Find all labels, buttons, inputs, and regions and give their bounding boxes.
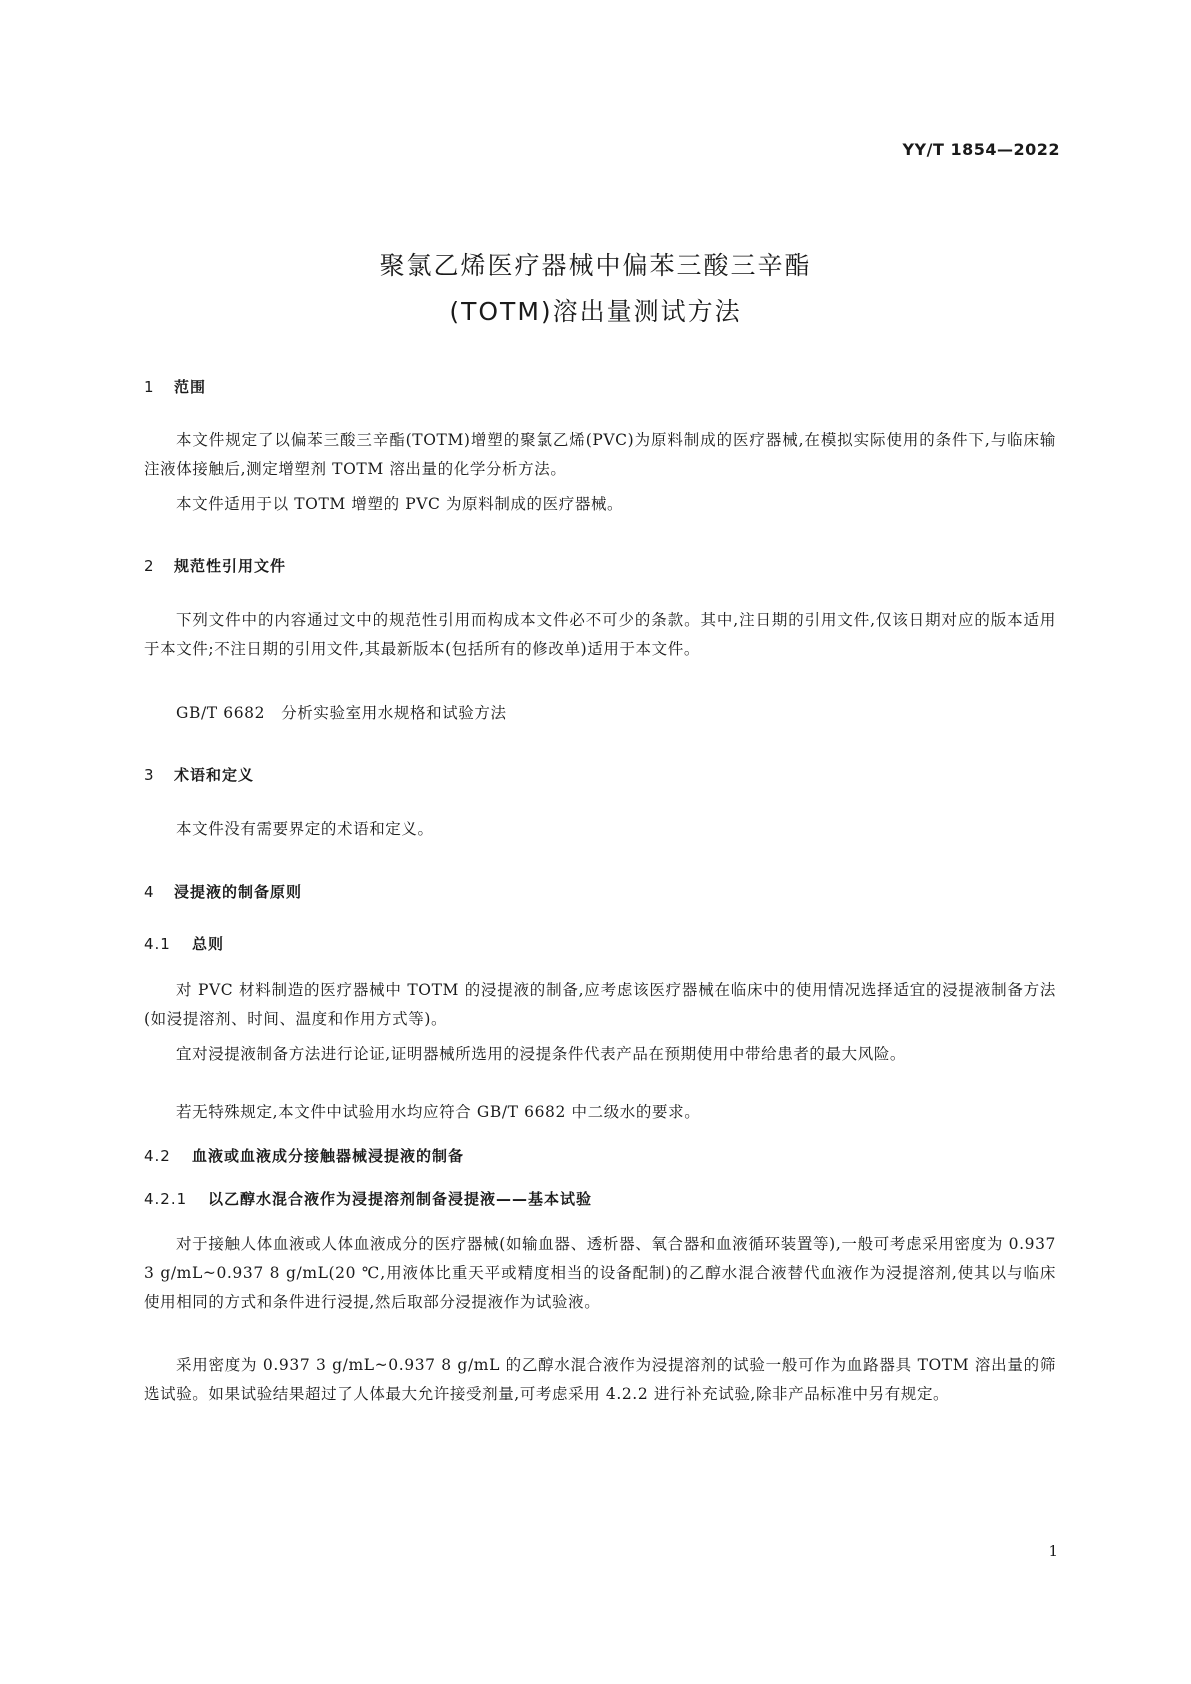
section-title: 范围 [174,378,207,396]
section-number: 4.1 [144,935,171,953]
section-3-paragraph-1: 本文件没有需要界定的术语和定义。 [176,820,434,838]
section-title: 规范性引用文件 [174,557,287,575]
standard-number: YY/T 1854—2022 [902,140,1060,159]
section-1-paragraph-2: 本文件适用于以 TOTM 增塑的 PVC 为原料制成的医疗器械。 [176,495,624,513]
document-title-line-2: (TOTM)溶出量测试方法 [449,297,742,326]
section-4-1-heading [144,933,224,954]
section-title: 总则 [192,935,225,953]
section-title: 血液或血液成分接触器械浸提液的制备 [192,1147,465,1165]
section-4-1-paragraph-3: 若无特殊规定,本文件中试验用水均应符合 GB/T 6682 中二级水的要求。 [176,1103,701,1121]
section-4-2-1-paragraph-1: 对于接触人体血液或人体血液成分的医疗器械(如输血器、透析器、氧合器和血液循环装置等),一般可考虑采用密度为 0.937 3 g/mL~0.937 8 g/mL(20 ℃,用液体比重天平或精度相当的设备配制)的乙醇水混合液替代血液作为浸提溶剂,使其以与临床使用相同的方式和条件进行浸提,然后取部分浸提液作为试验液。 [144,1235,1056,1311]
section-4-1-paragraph-2: 宜对浸提液制备方法进行论证,证明器械所选用的浸提条件代表产品在预期使用中带给患者的最大风险。 [176,1045,907,1063]
section-number: 4.2.1 [144,1190,188,1208]
section-2-heading [144,555,286,576]
section-4-2-1-heading [144,1188,592,1209]
section-title: 以乙醇水混合液作为浸提溶剂制备浸提液——基本试验 [208,1190,593,1208]
section-3-heading [144,764,254,785]
page-number: 1 [1048,1542,1058,1560]
section-4-2-heading [144,1145,464,1166]
section-number: 2 [144,557,155,575]
section-number: 1 [144,378,155,396]
normative-reference-gbt6682: GB/T 6682 分析实验室用水规格和试验方法 [176,704,507,722]
section-4-heading [144,881,302,902]
section-number: 4.2 [144,1147,171,1165]
section-number: 4 [144,883,155,901]
section-1-paragraph-1: 本文件规定了以偏苯三酸三辛酯(TOTM)增塑的聚氯乙烯(PVC)为原料制成的医疗器械,在模拟实际使用的条件下,与临床输注液体接触后,测定增塑剂 TOTM 溶出量的化学分析方法。 [144,431,1056,478]
section-4-2-1-paragraph-2: 采用密度为 0.937 3 g/mL~0.937 8 g/mL 的乙醇水混合液作为浸提溶剂的试验一般可作为血路器具 TOTM 溶出量的筛选试验。如果试验结果超过了人体最大允许接受剂量,可考虑采用 4.2.2 进行补充试验,除非产品标准中另有规定。 [144,1356,1056,1403]
section-4-1-paragraph-1: 对 PVC 材料制造的医疗器械中 TOTM 的浸提液的制备,应考虑该医疗器械在临床中的使用情况选择适宜的浸提液制备方法(如浸提溶剂、时间、温度和作用方式等)。 [144,981,1056,1028]
section-title: 浸提液的制备原则 [174,883,303,901]
section-number: 3 [144,766,155,784]
section-2-paragraph-1: 下列文件中的内容通过文中的规范性引用而构成本文件必不可少的条款。其中,注日期的引用文件,仅该日期对应的版本适用于本文件;不注日期的引用文件,其最新版本(包括所有的修改单)适用于本文件。 [144,611,1056,658]
section-1-heading [144,376,206,397]
document-title-line-1: 聚氯乙烯医疗器械中偏苯三酸三辛酯 [379,251,812,280]
section-title: 术语和定义 [174,766,255,784]
